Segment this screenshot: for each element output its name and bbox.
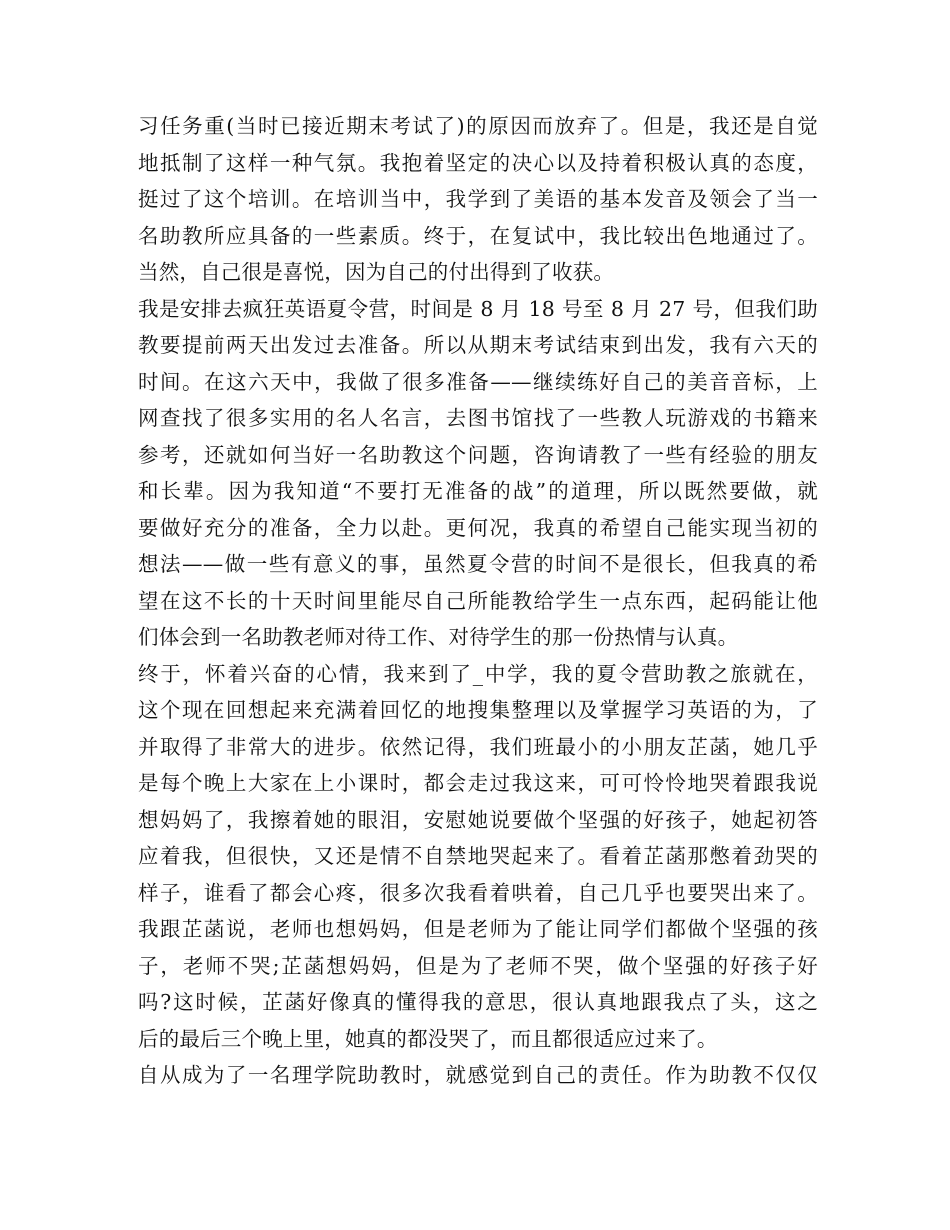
text-line: 这个现在回想起来充满着回忆的地搜集整理以及掌握学习英语的为，了 [138,698,818,722]
text-line: 地抵制了这样一种气氛。我抱着坚定的决心以及持着积极认真的态度， [138,150,818,175]
text-line: 习任务重(当时已接近期末考试了)的原因而放弃了。但是，我还是自觉 [138,114,818,138]
text-line: 们体会到一名助教老师对待工作、对待学生的那一份热情与认真。 [138,625,739,649]
text-line: 并取得了非常大的进步。依然记得，我们班最小的小朋友芷菡，她几乎 [138,734,818,759]
text-line: 教要提前两天出发过去准备。所以从期末考试结束到出发，我有六天的 [138,333,818,357]
text-line: 想法——做一些有意义的事，虽然夏令营的时间不是很长，但我真的希 [138,552,818,576]
paragraph-4 [138,1057,818,1094]
paragraph-2 [138,291,818,656]
text-line: 网查找了很多实用的名人名言，去图书馆找了一些教人玩游戏的书籍来 [138,406,818,430]
text-line: 子，老师不哭;芷菡想妈妈，但是为了老师不哭，做个坚强的好孩子好 [138,953,818,978]
text-line: 样子，谁看了都会心疼，很多次我看着哄着，自己几乎也要哭出来了。 [138,880,818,905]
text-line: 终于，怀着兴奋的心情，我来到了_中学，我的夏令营助教之旅就在， [138,661,818,686]
text-line: 挺过了这个培训。在培训当中，我学到了美语的基本发音及领会了当一 [138,187,818,211]
body-text [138,108,818,1094]
text-line: 参考，还就如何当好一名助教这个问题，咨询请教了一些有经验的朋友 [138,442,818,467]
paragraph-3 [138,656,818,1058]
text-line: 和长辈。因为我知道“不要打无准备的战”的道理，所以既然要做，就 [138,479,818,503]
text-line: 时间。在这六天中，我做了很多准备——继续练好自己的美音音标，上 [138,369,818,394]
text-line: 应着我，但很快，又还是情不自禁地哭起来了。看着芷菡那憋着劲哭的 [138,844,818,868]
text-line: 后的最后三个晚上里，她真的都没哭了，而且都很适应过来了。 [138,1026,718,1051]
text-line: 我是安排去疯狂英语夏令营，时间是 8 月 18 号至 8 月 27 号，但我们助 [138,296,818,321]
text-line: 想妈妈了，我擦着她的眼泪，安慰她说要做个坚强的好孩子，她起初答 [138,807,818,832]
text-line: 当然，自己很是喜悦，因为自己的付出得到了收获。 [138,260,615,284]
paragraph-1 [138,108,818,291]
text-line: 自从成为了一名理学院助教时，就感觉到自己的责任。作为助教不仅仅 [138,1063,818,1087]
text-line: 要做好充分的准备，全力以赴。更何况，我真的希望自己能实现当初的 [138,515,818,540]
text-line: 吗?这时候，芷菡好像真的懂得我的意思，很认真地跟我点了头，这之 [138,990,818,1014]
text-line: 名助教所应具备的一些素质。终于，在复试中，我比较出色地通过了。 [138,223,818,248]
text-line: 我跟芷菡说，老师也想妈妈，但是老师为了能让同学们都做个坚强的孩 [138,917,818,941]
text-line: 望在这不长的十天时间里能尽自己所能教给学生一点东西，起码能让他 [138,588,818,613]
text-line: 是每个晚上大家在上小课时，都会走过我这来，可可怜怜地哭着跟我说 [138,771,818,795]
